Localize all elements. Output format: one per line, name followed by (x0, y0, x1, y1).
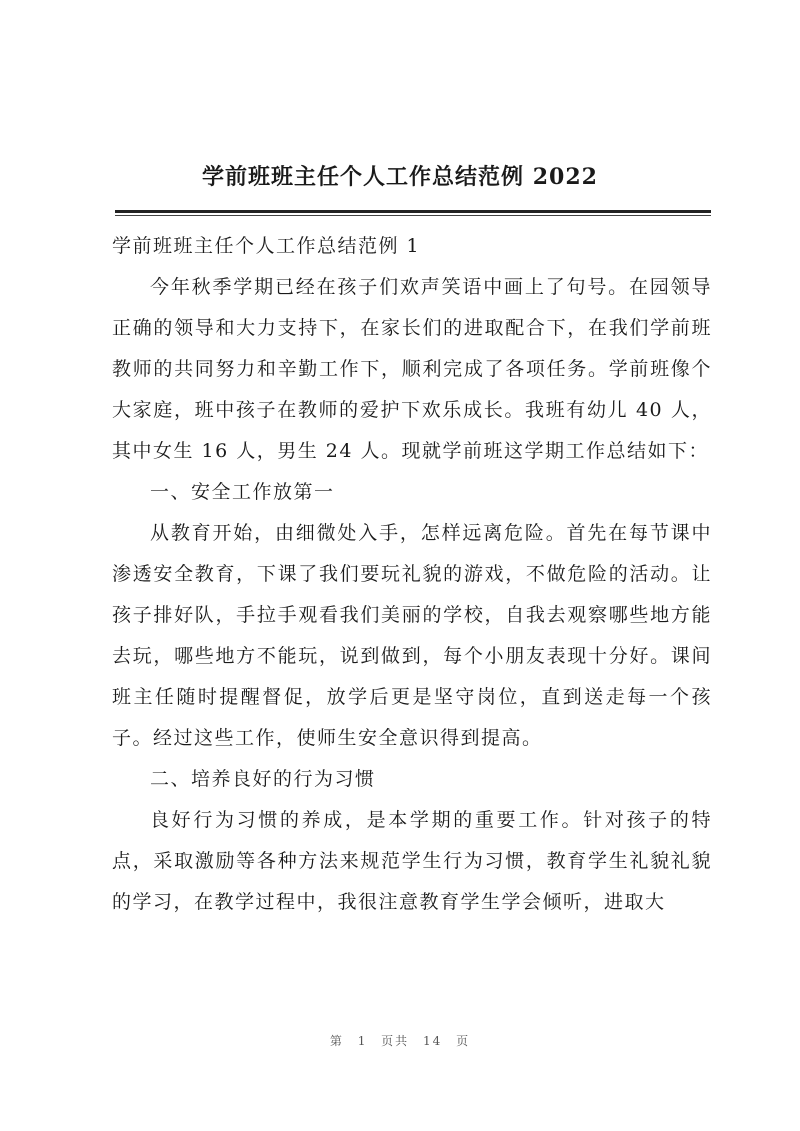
subsection-heading: 一、安全工作放第一 (150, 481, 335, 503)
body-paragraph: 今年秋季学期已经在孩子们欢声笑语中画上了句号。在园领导正确的领导和大力支持下，在家长们的进取配合下，在我们学前班教师的共同努力和辛勤工作下，顺利完成了各项任务。学前班像个大家庭，班中孩子在教师的爱护下欢乐成长。我班有幼儿 40 人，其中女生 16 人，男生 24 人。现就学前班这学期工作总结如下： (112, 276, 712, 462)
title-rule-thin (115, 215, 711, 216)
document-body (112, 226, 712, 923)
title-rule-thick (115, 210, 711, 213)
footer-label-end: 页 (456, 1034, 471, 1048)
footer-label-page: 第 (329, 1034, 344, 1048)
page-footer (0, 1032, 800, 1049)
footer-current-page: 1 (357, 1034, 368, 1048)
body-paragraph: 良好行为习惯的养成，是本学期的重要工作。针对孩子的特点，采取激励等各种方法来规范学生行为习惯，教育学生礼貌礼貌的学习，在教学过程中，我很注意教育学生学会倾听，进取大 (112, 809, 712, 913)
subsection-heading: 二、培养良好的行为习惯 (150, 768, 376, 790)
footer-label-total: 页共 (381, 1034, 410, 1048)
body-paragraph: 从教育开始，由细微处入手，怎样远离危险。首先在每节课中渗透安全教育，下课了我们要玩礼貌的游戏，不做危险的活动。让孩子排好队，手拉手观看我们美丽的学校，自我去观察哪些地方能去玩，哪些地方不能玩，说到做到，每个小朋友表现十分好。课间班主任随时提醒督促，放学后更是坚守岗位，直到送走每一个孩子。经过这些工作，使师生安全意识得到提高。 (112, 522, 712, 749)
page-title: 学前班班主任个人工作总结范例 2022 (202, 164, 598, 190)
footer-total-pages: 14 (423, 1034, 443, 1048)
section-heading: 学前班班主任个人工作总结范例 1 (112, 235, 421, 257)
